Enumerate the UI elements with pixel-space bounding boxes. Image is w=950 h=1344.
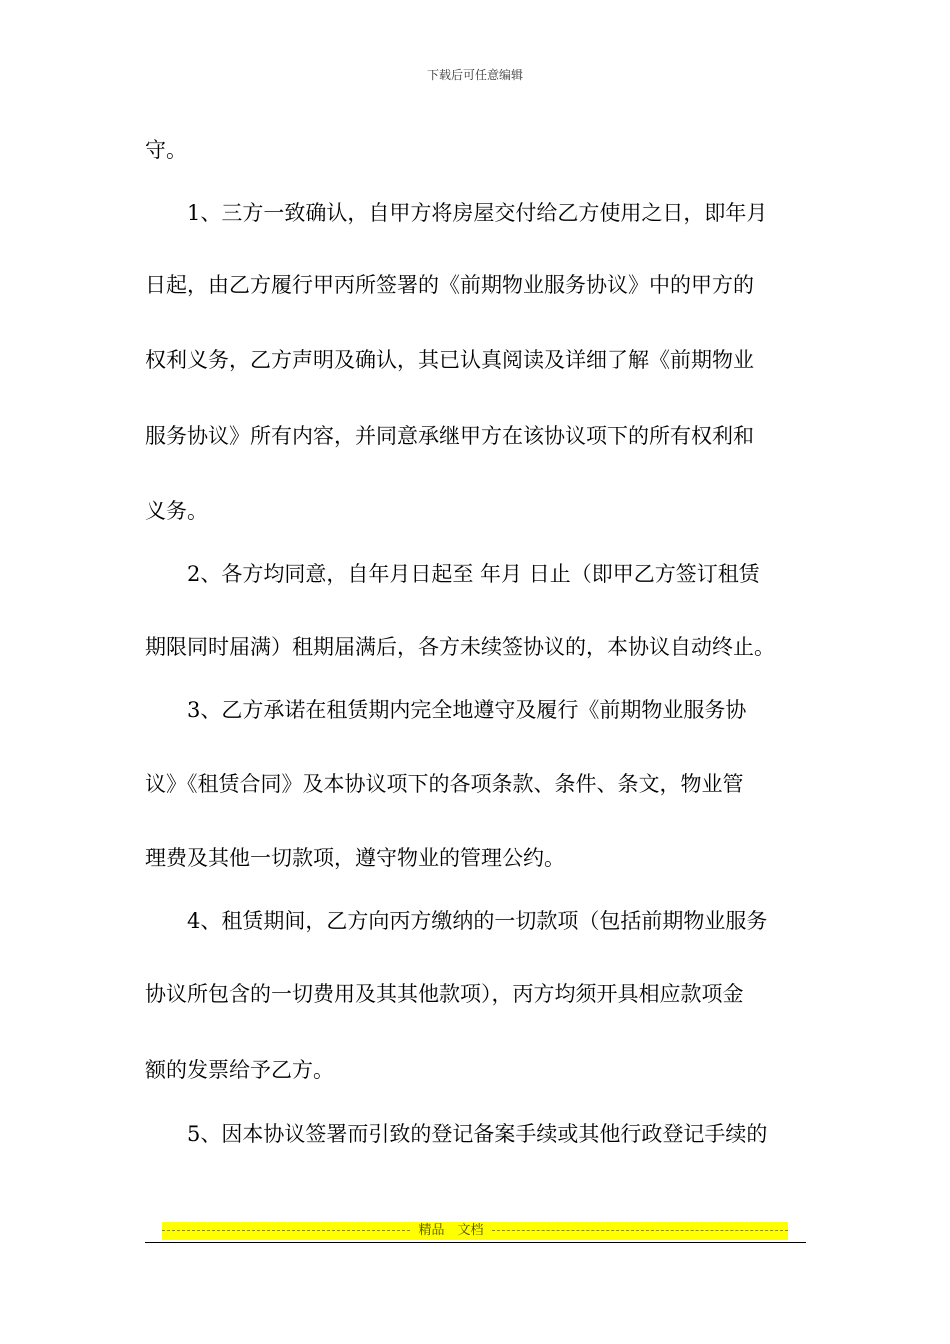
- footer-highlight-band: [162, 1222, 788, 1240]
- text-line: 协议所包含的一切费用及其其他款项），丙方均须开具相应款项金: [145, 982, 744, 1006]
- footer-dashed-line-right: [492, 1230, 788, 1231]
- text-line: 义务。: [145, 499, 208, 523]
- text-line: 1、三方一致确认，自甲方将房屋交付给乙方使用之日，即年月: [145, 201, 768, 225]
- text-line: 5、因本协议签署而引致的登记备案手续或其他行政登记手续的: [145, 1122, 768, 1146]
- text-line: 权利义务，乙方声明及确认，其已认真阅读及详细了解《前期物业: [145, 348, 754, 372]
- text-line: 服务协议》所有内容，并同意承继甲方在该协议项下的所有权利和: [145, 424, 754, 448]
- text-line: 额的发票给予乙方。: [145, 1058, 334, 1082]
- footer-dashed-line-left: [162, 1230, 410, 1231]
- text-line: 日起，由乙方履行甲丙所签署的《前期物业服务协议》中的甲方的: [145, 273, 754, 297]
- text-line: 期限同时届满）租期届满后，各方未续签协议的，本协议自动终止。: [145, 635, 775, 659]
- page-header-note: 下载后可任意编辑: [426, 68, 523, 82]
- text-line: 2、各方均同意，自年月日起至 年月 日止（即甲乙方签订租赁: [145, 562, 760, 586]
- footer-label: 精品 文档: [418, 1223, 484, 1238]
- text-line: 守。: [145, 138, 187, 162]
- text-line: 议》《租赁合同》及本协议项下的各项条款、条件、条文，物业管: [145, 772, 744, 796]
- text-line: 4、租赁期间，乙方向丙方缴纳的一切款项（包括前期物业服务: [145, 909, 768, 933]
- text-line: 理费及其他一切款项，遵守物业的管理公约。: [145, 846, 565, 870]
- footer-rule: [145, 1242, 806, 1243]
- text-line: 3、乙方承诺在租赁期内完全地遵守及履行《前期物业服务协: [145, 698, 747, 722]
